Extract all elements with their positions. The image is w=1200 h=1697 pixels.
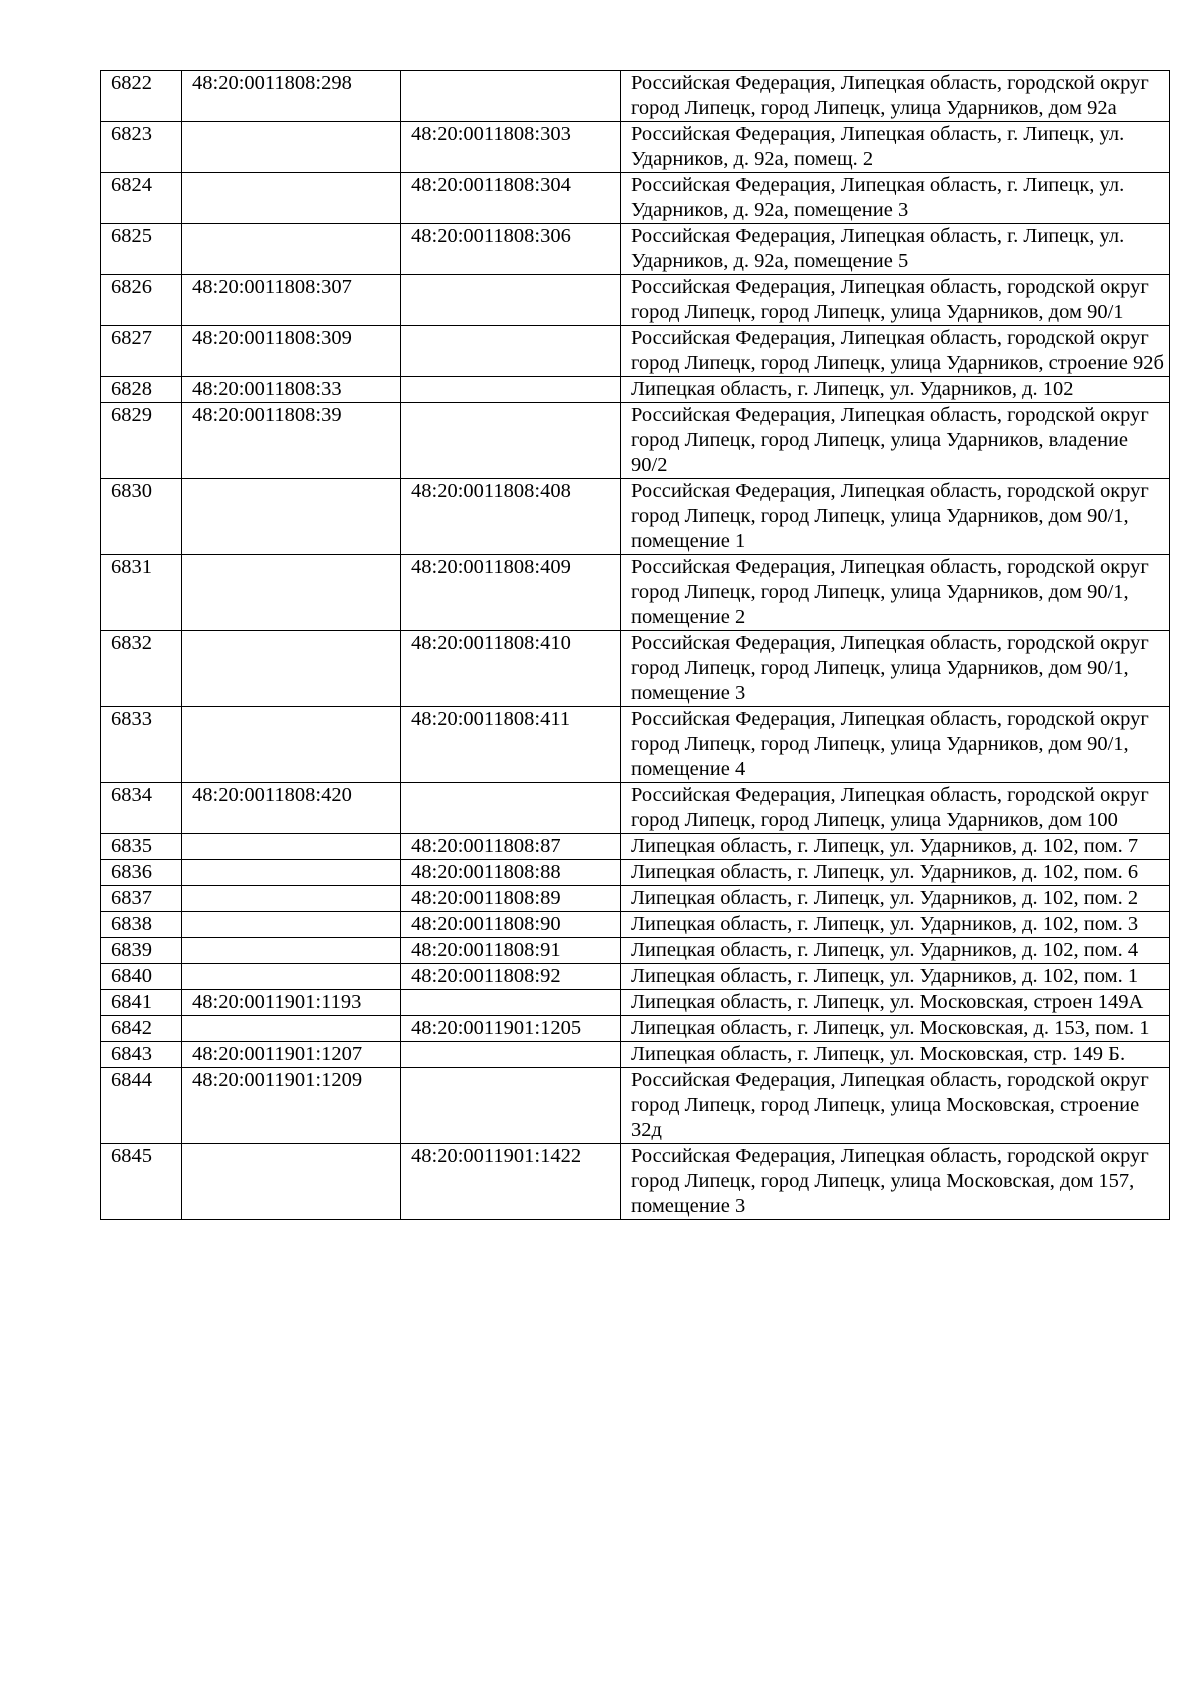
address: Российская Федерация, Липецкая область, городской округ город Липецк, город Липецк, улица Московская, дом 157, помещение 3 xyxy=(621,1144,1170,1220)
table-row xyxy=(101,990,1170,1016)
object-cadastral-number: 48:20:0011808:92 xyxy=(401,964,621,990)
land-cadastral-number xyxy=(182,964,401,990)
address: Российская Федерация, Липецкая область, городской округ город Липецк, город Липецк, улица Ударников, дом 90/1, помещение 4 xyxy=(621,707,1170,783)
address: Российская Федерация, Липецкая область, городской округ город Липецк, город Липецк, улица Ударников, владение 90/2 xyxy=(621,403,1170,479)
object-cadastral-number: 48:20:0011808:88 xyxy=(401,860,621,886)
table-row xyxy=(101,938,1170,964)
row-number: 6843 xyxy=(101,1042,182,1068)
object-cadastral-number: 48:20:0011808:303 xyxy=(401,122,621,173)
address: Российская Федерация, Липецкая область, городской округ город Липецк, город Липецк, улица Ударников, дом 92а xyxy=(621,71,1170,122)
table-row xyxy=(101,479,1170,555)
object-cadastral-number: 48:20:0011808:306 xyxy=(401,224,621,275)
land-cadastral-number xyxy=(182,224,401,275)
row-number: 6844 xyxy=(101,1068,182,1144)
row-number: 6841 xyxy=(101,990,182,1016)
address: Липецкая область, г. Липецк, ул. Московская, строен 149А xyxy=(621,990,1170,1016)
row-number: 6830 xyxy=(101,479,182,555)
land-cadastral-number xyxy=(182,1144,401,1220)
table-row xyxy=(101,71,1170,122)
address: Липецкая область, г. Липецк, ул. Московская, д. 153, пом. 1 xyxy=(621,1016,1170,1042)
table-row xyxy=(101,403,1170,479)
table-row xyxy=(101,631,1170,707)
object-cadastral-number xyxy=(401,326,621,377)
land-cadastral-number xyxy=(182,860,401,886)
address: Российская Федерация, Липецкая область, городской округ город Липецк, город Липецк, улица Ударников, дом 90/1, помещение 3 xyxy=(621,631,1170,707)
land-cadastral-number: 48:20:0011808:39 xyxy=(182,403,401,479)
table-row xyxy=(101,326,1170,377)
address: Российская Федерация, Липецкая область, городской округ город Липецк, город Липецк, улица Ударников, дом 90/1 xyxy=(621,275,1170,326)
row-number: 6842 xyxy=(101,1016,182,1042)
address: Липецкая область, г. Липецк, ул. Ударников, д. 102, пом. 7 xyxy=(621,834,1170,860)
table-row xyxy=(101,1144,1170,1220)
row-number: 6828 xyxy=(101,377,182,403)
object-cadastral-number: 48:20:0011808:408 xyxy=(401,479,621,555)
land-cadastral-number xyxy=(182,912,401,938)
row-number: 6835 xyxy=(101,834,182,860)
land-cadastral-number: 48:20:0011901:1209 xyxy=(182,1068,401,1144)
object-cadastral-number: 48:20:0011808:409 xyxy=(401,555,621,631)
land-cadastral-number: 48:20:0011808:307 xyxy=(182,275,401,326)
object-cadastral-number: 48:20:0011808:304 xyxy=(401,173,621,224)
land-cadastral-number xyxy=(182,555,401,631)
land-cadastral-number xyxy=(182,938,401,964)
land-cadastral-number xyxy=(182,122,401,173)
land-cadastral-number: 48:20:0011901:1207 xyxy=(182,1042,401,1068)
table-row xyxy=(101,783,1170,834)
land-cadastral-number xyxy=(182,479,401,555)
object-cadastral-number xyxy=(401,377,621,403)
row-number: 6838 xyxy=(101,912,182,938)
row-number: 6824 xyxy=(101,173,182,224)
address: Российская Федерация, Липецкая область, городской округ город Липецк, город Липецк, улица Ударников, дом 100 xyxy=(621,783,1170,834)
land-cadastral-number xyxy=(182,173,401,224)
land-cadastral-number: 48:20:0011901:1193 xyxy=(182,990,401,1016)
object-cadastral-number: 48:20:0011808:411 xyxy=(401,707,621,783)
row-number: 6829 xyxy=(101,403,182,479)
object-cadastral-number: 48:20:0011901:1422 xyxy=(401,1144,621,1220)
row-number: 6827 xyxy=(101,326,182,377)
address: Российская Федерация, Липецкая область, городской округ город Липецк, город Липецк, улица Ударников, строение 92б xyxy=(621,326,1170,377)
address: Российская Федерация, Липецкая область, городской округ город Липецк, город Липецк, улица Московская, строение 32д xyxy=(621,1068,1170,1144)
object-cadastral-number xyxy=(401,403,621,479)
table-row xyxy=(101,860,1170,886)
address: Липецкая область, г. Липецк, ул. Ударников, д. 102, пом. 2 xyxy=(621,886,1170,912)
object-cadastral-number: 48:20:0011808:89 xyxy=(401,886,621,912)
address: Российская Федерация, Липецкая область, г. Липецк, ул. Ударников, д. 92а, помещение 3 xyxy=(621,173,1170,224)
object-cadastral-number: 48:20:0011808:410 xyxy=(401,631,621,707)
row-number: 6840 xyxy=(101,964,182,990)
row-number: 6837 xyxy=(101,886,182,912)
table-row xyxy=(101,964,1170,990)
cadastral-registry-table xyxy=(100,70,1170,1220)
address: Липецкая область, г. Липецк, ул. Ударников, д. 102, пом. 6 xyxy=(621,860,1170,886)
address: Российская Федерация, Липецкая область, г. Липецк, ул. Ударников, д. 92а, помещение 5 xyxy=(621,224,1170,275)
object-cadastral-number xyxy=(401,1042,621,1068)
row-number: 6836 xyxy=(101,860,182,886)
land-cadastral-number xyxy=(182,1016,401,1042)
table-row xyxy=(101,1068,1170,1144)
object-cadastral-number xyxy=(401,71,621,122)
table-row xyxy=(101,1042,1170,1068)
table-row xyxy=(101,886,1170,912)
land-cadastral-number: 48:20:0011808:298 xyxy=(182,71,401,122)
address: Липецкая область, г. Липецк, ул. Ударников, д. 102, пом. 4 xyxy=(621,938,1170,964)
object-cadastral-number xyxy=(401,990,621,1016)
row-number: 6839 xyxy=(101,938,182,964)
table-row xyxy=(101,173,1170,224)
address: Российская Федерация, Липецкая область, городской округ город Липецк, город Липецк, улица Ударников, дом 90/1, помещение 1 xyxy=(621,479,1170,555)
row-number: 6822 xyxy=(101,71,182,122)
object-cadastral-number xyxy=(401,275,621,326)
land-cadastral-number: 48:20:0011808:309 xyxy=(182,326,401,377)
object-cadastral-number: 48:20:0011808:87 xyxy=(401,834,621,860)
table-row xyxy=(101,555,1170,631)
land-cadastral-number xyxy=(182,631,401,707)
row-number: 6833 xyxy=(101,707,182,783)
table-row xyxy=(101,707,1170,783)
row-number: 6826 xyxy=(101,275,182,326)
address: Российская Федерация, Липецкая область, городской округ город Липецк, город Липецк, улица Ударников, дом 90/1, помещение 2 xyxy=(621,555,1170,631)
object-cadastral-number: 48:20:0011901:1205 xyxy=(401,1016,621,1042)
address: Липецкая область, г. Липецк, ул. Ударников, д. 102, пом. 3 xyxy=(621,912,1170,938)
land-cadastral-number xyxy=(182,707,401,783)
row-number: 6834 xyxy=(101,783,182,834)
object-cadastral-number xyxy=(401,1068,621,1144)
table-row xyxy=(101,1016,1170,1042)
object-cadastral-number: 48:20:0011808:90 xyxy=(401,912,621,938)
land-cadastral-number xyxy=(182,834,401,860)
table-body xyxy=(101,71,1170,1220)
row-number: 6831 xyxy=(101,555,182,631)
table-row xyxy=(101,377,1170,403)
land-cadastral-number xyxy=(182,886,401,912)
address: Липецкая область, г. Липецк, ул. Ударников, д. 102, пом. 1 xyxy=(621,964,1170,990)
row-number: 6832 xyxy=(101,631,182,707)
row-number: 6825 xyxy=(101,224,182,275)
object-cadastral-number xyxy=(401,783,621,834)
table-row xyxy=(101,122,1170,173)
table-row xyxy=(101,275,1170,326)
land-cadastral-number: 48:20:0011808:420 xyxy=(182,783,401,834)
table-row xyxy=(101,224,1170,275)
address: Российская Федерация, Липецкая область, г. Липецк, ул. Ударников, д. 92а, помещ. 2 xyxy=(621,122,1170,173)
address: Липецкая область, г. Липецк, ул. Московская, стр. 149 Б. xyxy=(621,1042,1170,1068)
row-number: 6845 xyxy=(101,1144,182,1220)
row-number: 6823 xyxy=(101,122,182,173)
address: Липецкая область, г. Липецк, ул. Ударников, д. 102 xyxy=(621,377,1170,403)
table-row xyxy=(101,834,1170,860)
table-row xyxy=(101,912,1170,938)
object-cadastral-number: 48:20:0011808:91 xyxy=(401,938,621,964)
land-cadastral-number: 48:20:0011808:33 xyxy=(182,377,401,403)
